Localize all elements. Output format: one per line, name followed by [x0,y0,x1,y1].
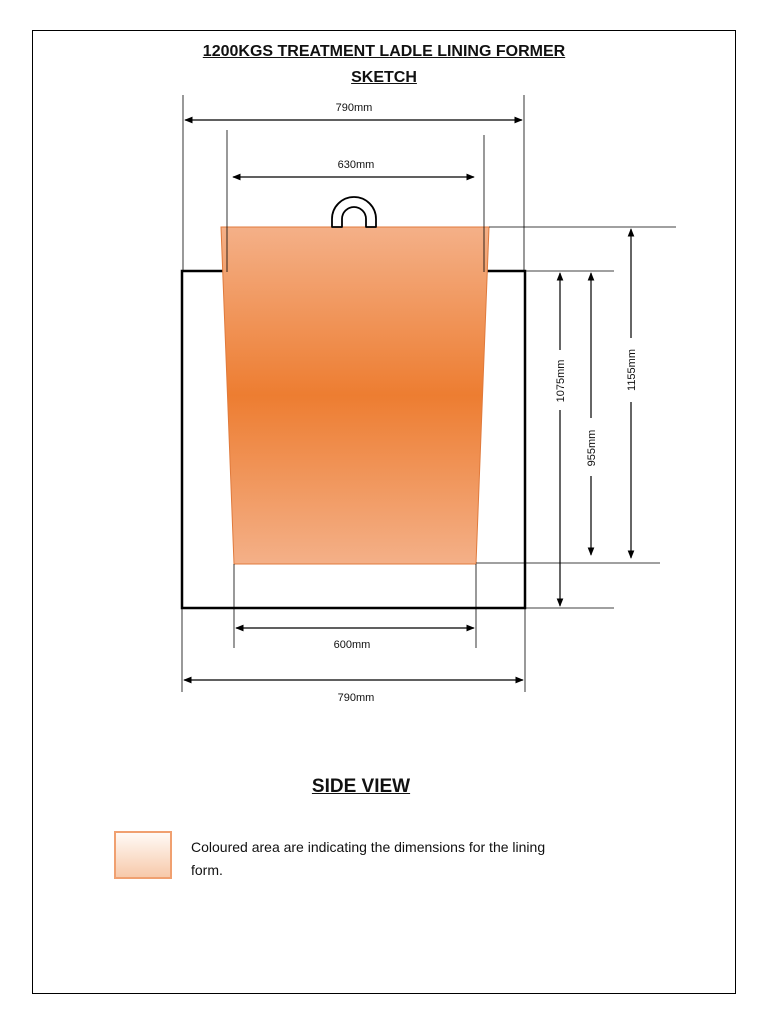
dimension-label-top-outer: 790mm [335,102,373,114]
drawing-title: 1200KGS TREATMENT LADLE LINING FORMER [202,43,566,60]
legend-swatch [114,831,172,879]
drawing-subtitle: SKETCH [351,69,417,86]
dimension-label-inner-height: 955mm [586,429,598,467]
dimension-label-top-inner: 630mm [337,159,375,171]
lining-former [221,227,489,564]
view-label: SIDE VIEW [311,776,411,797]
dimension-label-former-height: 1155mm [626,349,638,391]
dimension-label-outer-height: 1075mm [555,359,567,403]
dimension-label-bottom-inner: 600mm [333,639,371,651]
legend-text: Coloured area are indicating the dimensions for the lining form. [191,839,546,878]
lifting-hook [332,197,376,227]
dimension-label-bottom-outer: 790mm [337,692,375,704]
